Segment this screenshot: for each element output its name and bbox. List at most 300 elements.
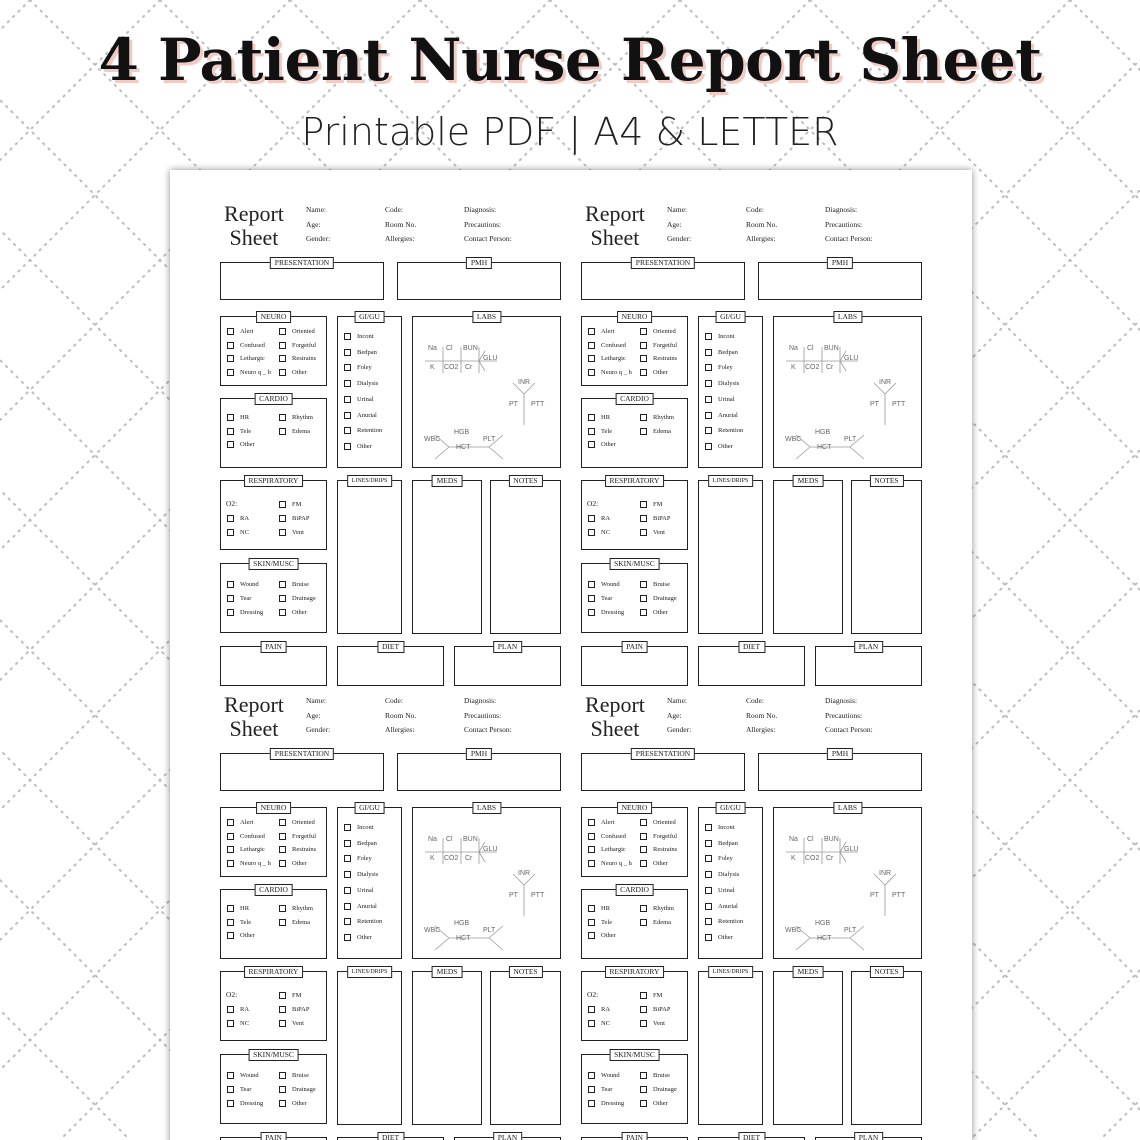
header-field: Precautions:	[825, 711, 862, 720]
skin-checkbox[interactable]	[279, 1100, 307, 1107]
gigu-checkbox[interactable]	[705, 824, 735, 831]
gigu-checkbox[interactable]	[705, 903, 738, 910]
checkbox-square[interactable]	[588, 1072, 595, 1079]
neuro-checkbox[interactable]	[588, 355, 626, 362]
checkbox-square[interactable]	[705, 412, 712, 419]
skin-checkbox[interactable]	[227, 595, 251, 602]
checkbox-square[interactable]	[640, 919, 647, 926]
respiratory-checkbox[interactable]	[588, 1006, 610, 1013]
checkbox-square[interactable]	[588, 1100, 595, 1107]
lines-drips-box	[337, 971, 402, 1125]
gigu-box-label: GI/GU	[715, 802, 746, 814]
checkbox-square[interactable]	[227, 1072, 234, 1079]
checkbox-square[interactable]	[279, 581, 286, 588]
gigu-checkbox[interactable]	[705, 364, 733, 371]
skin-checkbox[interactable]	[640, 609, 668, 616]
checkbox-square[interactable]	[705, 443, 712, 450]
checkbox-square[interactable]	[279, 819, 286, 826]
cardio-checkbox[interactable]	[640, 428, 671, 435]
checkbox-square[interactable]	[640, 515, 647, 522]
cardio-checkbox[interactable]	[279, 905, 313, 912]
skin-checkbox-text: Tear	[240, 1086, 251, 1093]
checkbox-square[interactable]	[588, 515, 595, 522]
checkbox-square[interactable]	[279, 919, 286, 926]
lab-value-label: Cl	[446, 345, 453, 352]
checkbox-square[interactable]	[227, 1006, 234, 1013]
checkbox-square[interactable]	[640, 1020, 647, 1027]
lab-value-label: K	[430, 364, 435, 371]
respiratory-checkbox[interactable]	[588, 515, 610, 522]
checkbox-square[interactable]	[279, 609, 286, 616]
neuro-checkbox[interactable]	[227, 342, 265, 349]
skin-checkbox[interactable]	[279, 1072, 309, 1079]
gigu-checkbox[interactable]	[705, 396, 735, 403]
checkbox-square[interactable]	[640, 342, 647, 349]
checkbox-square[interactable]	[705, 349, 712, 356]
skin-checkbox[interactable]	[640, 595, 677, 602]
o2-label: O2:	[587, 990, 598, 999]
neuro-checkbox-text: Lethargic	[601, 846, 626, 853]
checkbox-square[interactable]	[279, 833, 286, 840]
checkbox-square[interactable]	[640, 1072, 647, 1079]
cardio-checkbox[interactable]	[588, 414, 610, 421]
checkbox-square[interactable]	[279, 860, 286, 867]
gigu-checkbox[interactable]	[705, 443, 733, 450]
checkbox-square[interactable]	[227, 414, 234, 421]
skin-checkbox[interactable]	[279, 595, 316, 602]
respiratory-checkbox[interactable]	[640, 529, 665, 536]
checkbox-square[interactable]	[640, 1100, 647, 1107]
checkbox-square[interactable]	[344, 903, 351, 910]
page-title: 4 Patient Nurse Report Sheet	[0, 26, 1140, 94]
checkbox-square[interactable]	[640, 860, 647, 867]
neuro-checkbox[interactable]	[227, 369, 271, 376]
gigu-checkbox[interactable]	[705, 333, 735, 340]
gigu-checkbox[interactable]	[344, 824, 374, 831]
neuro-checkbox[interactable]	[640, 860, 668, 867]
checkbox-square[interactable]	[227, 328, 234, 335]
checkbox-square[interactable]	[640, 1086, 647, 1093]
checkbox-square[interactable]	[344, 934, 351, 941]
gigu-checkbox[interactable]	[705, 918, 743, 925]
checkbox-square[interactable]	[588, 441, 595, 448]
presentation-box-label: PRESENTATION	[270, 257, 334, 269]
checkbox-square[interactable]	[279, 992, 286, 999]
cardio-checkbox[interactable]	[640, 905, 674, 912]
pmh-box-label: PMH	[827, 257, 853, 269]
checkbox-square[interactable]	[588, 581, 595, 588]
checkbox-square[interactable]	[227, 905, 234, 912]
checkbox-square[interactable]	[640, 369, 647, 376]
checkbox-square[interactable]	[640, 819, 647, 826]
checkbox-square[interactable]	[344, 349, 351, 356]
skin-checkbox[interactable]	[640, 1072, 670, 1079]
gigu-checkbox[interactable]	[344, 349, 377, 356]
skin-checkbox[interactable]	[588, 609, 624, 616]
checkbox-square[interactable]	[227, 932, 234, 939]
checkbox-square[interactable]	[279, 355, 286, 362]
checkbox-square[interactable]	[227, 355, 234, 362]
neuro-checkbox[interactable]	[588, 328, 614, 335]
gigu-checkbox[interactable]	[344, 887, 374, 894]
checkbox-square[interactable]	[640, 428, 647, 435]
skin-checkbox[interactable]	[227, 1086, 251, 1093]
checkbox-square[interactable]	[640, 846, 647, 853]
checkbox-square[interactable]	[640, 595, 647, 602]
respiratory-checkbox[interactable]	[227, 1006, 249, 1013]
checkbox-square[interactable]	[279, 1100, 286, 1107]
neuro-checkbox-text: Confused	[240, 833, 265, 840]
checkbox-square[interactable]	[588, 342, 595, 349]
skin-checkbox[interactable]	[588, 1086, 612, 1093]
pattern-line	[970, 0, 1140, 1140]
pmh-box	[397, 753, 561, 791]
checkbox-square[interactable]	[705, 824, 712, 831]
skin-checkbox[interactable]	[227, 581, 259, 588]
skin-checkbox[interactable]	[588, 1072, 620, 1079]
labs-box	[412, 316, 561, 468]
checkbox-square[interactable]	[227, 342, 234, 349]
checkbox-square[interactable]	[640, 529, 647, 536]
cardio-checkbox[interactable]	[227, 932, 255, 939]
skin-checkbox-text: Bruise	[292, 1072, 309, 1079]
checkbox-square[interactable]	[227, 595, 234, 602]
respiratory-checkbox[interactable]	[640, 1006, 670, 1013]
gigu-checkbox[interactable]	[705, 380, 739, 387]
checkbox-square[interactable]	[588, 369, 595, 376]
checkbox-square[interactable]	[227, 846, 234, 853]
checkbox-square[interactable]	[640, 581, 647, 588]
neuro-checkbox[interactable]	[588, 342, 626, 349]
checkbox-square[interactable]	[705, 855, 712, 862]
neuro-checkbox-text: Lethargic	[240, 846, 265, 853]
checkbox-square[interactable]	[705, 333, 712, 340]
checkbox-square[interactable]	[588, 932, 595, 939]
skin-checkbox[interactable]	[640, 1086, 677, 1093]
neuro-checkbox[interactable]	[279, 328, 315, 335]
labs-box	[773, 807, 922, 959]
checkbox-square[interactable]	[588, 609, 595, 616]
checkbox-square[interactable]	[227, 369, 234, 376]
gigu-checkbox[interactable]	[344, 918, 382, 925]
checkbox-square[interactable]	[588, 595, 595, 602]
checkbox-square[interactable]	[705, 380, 712, 387]
cardio-checkbox[interactable]	[227, 428, 251, 435]
checkbox-square[interactable]	[640, 992, 647, 999]
gigu-checkbox[interactable]	[344, 871, 378, 878]
neuro-checkbox[interactable]	[588, 846, 626, 853]
neuro-checkbox[interactable]	[279, 860, 307, 867]
gigu-checkbox[interactable]	[705, 855, 733, 862]
gigu-checkbox[interactable]	[344, 364, 372, 371]
gigu-checkbox[interactable]	[344, 443, 372, 450]
neuro-checkbox[interactable]	[279, 355, 316, 362]
header-field: Name:	[667, 696, 687, 705]
lab-value-label: HCT	[456, 444, 470, 451]
cardio-checkbox[interactable]	[588, 919, 612, 926]
checkbox-square[interactable]	[279, 1086, 286, 1093]
checkbox-square[interactable]	[344, 443, 351, 450]
lab-value-label: GLU	[483, 355, 497, 362]
checkbox-square[interactable]	[705, 934, 712, 941]
cardio-checkbox-text: Other	[601, 441, 616, 448]
report-sheet-logo	[218, 693, 290, 741]
checkbox-square[interactable]	[588, 919, 595, 926]
respiratory-checkbox[interactable]	[640, 515, 670, 522]
gigu-checkbox[interactable]	[705, 840, 738, 847]
checkbox-square[interactable]	[640, 833, 647, 840]
neuro-checkbox-text: Other	[292, 860, 307, 867]
cardio-checkbox[interactable]	[227, 414, 249, 421]
gigu-checkbox[interactable]	[705, 349, 738, 356]
checkbox-square[interactable]	[344, 840, 351, 847]
respiratory-checkbox-text: FM	[653, 992, 662, 999]
checkbox-square[interactable]	[640, 355, 647, 362]
checkbox-square[interactable]	[279, 414, 286, 421]
checkbox-square[interactable]	[705, 903, 712, 910]
neuro-checkbox[interactable]	[279, 833, 316, 840]
gigu-checkbox[interactable]	[705, 427, 743, 434]
checkbox-square[interactable]	[227, 428, 234, 435]
checkbox-square[interactable]	[279, 369, 286, 376]
respiratory-checkbox[interactable]	[640, 992, 662, 999]
checkbox-square[interactable]	[344, 918, 351, 925]
cardio-checkbox[interactable]	[227, 905, 249, 912]
checkbox-square[interactable]	[279, 328, 286, 335]
skin-box	[581, 563, 688, 633]
checkbox-square[interactable]	[344, 871, 351, 878]
gigu-checkbox[interactable]	[344, 333, 374, 340]
checkbox-square[interactable]	[588, 846, 595, 853]
checkbox-square[interactable]	[344, 412, 351, 419]
skin-checkbox[interactable]	[640, 581, 670, 588]
skin-checkbox[interactable]	[588, 581, 620, 588]
neuro-checkbox[interactable]	[227, 355, 265, 362]
checkbox-square[interactable]	[588, 905, 595, 912]
respiratory-checkbox[interactable]	[640, 501, 662, 508]
neuro-checkbox[interactable]	[227, 860, 271, 867]
checkbox-square[interactable]	[705, 427, 712, 434]
gigu-checkbox[interactable]	[344, 396, 374, 403]
cardio-checkbox[interactable]	[588, 428, 612, 435]
checkbox-square[interactable]	[227, 1020, 234, 1027]
respiratory-checkbox[interactable]	[588, 529, 610, 536]
gigu-checkbox[interactable]	[344, 934, 372, 941]
checkbox-square[interactable]	[279, 846, 286, 853]
checkbox-square[interactable]	[227, 515, 234, 522]
neuro-checkbox[interactable]	[640, 369, 668, 376]
cardio-box-label: CARDIO	[615, 884, 654, 896]
cardio-checkbox[interactable]	[588, 441, 616, 448]
checkbox-square[interactable]	[227, 529, 234, 536]
gigu-checkbox[interactable]	[705, 871, 739, 878]
checkbox-square[interactable]	[640, 609, 647, 616]
checkbox-square[interactable]	[227, 1100, 234, 1107]
checkbox-square[interactable]	[705, 840, 712, 847]
cardio-checkbox[interactable]	[279, 919, 310, 926]
checkbox-square[interactable]	[344, 333, 351, 340]
checkbox-square[interactable]	[227, 860, 234, 867]
checkbox-square[interactable]	[588, 833, 595, 840]
skin-checkbox[interactable]	[640, 1100, 668, 1107]
checkbox-square[interactable]	[640, 414, 647, 421]
checkbox-square[interactable]	[344, 380, 351, 387]
checkbox-square[interactable]	[227, 833, 234, 840]
checkbox-square[interactable]	[227, 441, 234, 448]
checkbox-square[interactable]	[279, 905, 286, 912]
neuro-checkbox[interactable]	[640, 342, 677, 349]
checkbox-square[interactable]	[279, 515, 286, 522]
checkbox-square[interactable]	[279, 529, 286, 536]
respiratory-box	[581, 480, 688, 550]
respiratory-checkbox[interactable]	[588, 1020, 610, 1027]
neuro-checkbox[interactable]	[640, 846, 677, 853]
cardio-checkbox[interactable]	[279, 428, 310, 435]
plan-box	[454, 646, 561, 686]
checkbox-square[interactable]	[227, 919, 234, 926]
checkbox-square[interactable]	[344, 364, 351, 371]
cardio-checkbox[interactable]	[227, 919, 251, 926]
cardio-checkbox[interactable]	[279, 414, 313, 421]
checkbox-square[interactable]	[588, 1020, 595, 1027]
checkbox-square[interactable]	[344, 887, 351, 894]
checkbox-square[interactable]	[344, 396, 351, 403]
checkbox-square[interactable]	[279, 1072, 286, 1079]
labs-box-label: LABS	[472, 311, 501, 323]
skin-checkbox[interactable]	[279, 1086, 316, 1093]
checkbox-square[interactable]	[588, 860, 595, 867]
neuro-checkbox[interactable]	[588, 369, 632, 376]
checkbox-square[interactable]	[227, 1086, 234, 1093]
cardio-checkbox[interactable]	[588, 905, 610, 912]
checkbox-square[interactable]	[227, 609, 234, 616]
skin-checkbox[interactable]	[227, 1100, 263, 1107]
lab-value-label: Cr	[465, 364, 472, 371]
gigu-checkbox[interactable]	[344, 427, 382, 434]
respiratory-checkbox[interactable]	[227, 529, 249, 536]
header-field: Gender:	[306, 234, 330, 243]
gigu-checkbox[interactable]	[344, 855, 372, 862]
checkbox-square[interactable]	[588, 819, 595, 826]
neuro-checkbox[interactable]	[279, 369, 307, 376]
checkbox-square[interactable]	[588, 428, 595, 435]
neuro-checkbox[interactable]	[640, 819, 676, 826]
checkbox-square[interactable]	[640, 501, 647, 508]
checkbox-square[interactable]	[279, 1020, 286, 1027]
skin-checkbox[interactable]	[588, 595, 612, 602]
respiratory-checkbox[interactable]	[279, 501, 301, 508]
cardio-checkbox[interactable]	[640, 414, 674, 421]
checkbox-square[interactable]	[588, 328, 595, 335]
neuro-box-label: NEURO	[256, 311, 292, 323]
checkbox-square[interactable]	[344, 855, 351, 862]
neuro-checkbox[interactable]	[227, 846, 265, 853]
neuro-checkbox[interactable]	[227, 819, 253, 826]
respiratory-checkbox[interactable]	[279, 992, 301, 999]
skin-checkbox[interactable]	[227, 609, 263, 616]
checkbox-square[interactable]	[705, 364, 712, 371]
checkbox-square[interactable]	[279, 1006, 286, 1013]
neuro-checkbox[interactable]	[227, 833, 265, 840]
neuro-checkbox[interactable]	[588, 819, 614, 826]
skin-checkbox[interactable]	[588, 1100, 624, 1107]
cardio-checkbox-text: HR	[601, 414, 610, 421]
skin-checkbox[interactable]	[279, 609, 307, 616]
checkbox-square[interactable]	[588, 414, 595, 421]
neuro-checkbox[interactable]	[640, 328, 676, 335]
checkbox-square[interactable]	[279, 428, 286, 435]
checkbox-square[interactable]	[588, 1006, 595, 1013]
gigu-checkbox[interactable]	[705, 412, 738, 419]
neuro-checkbox[interactable]	[279, 342, 316, 349]
neuro-checkbox[interactable]	[588, 860, 632, 867]
neuro-checkbox[interactable]	[279, 819, 315, 826]
lines-drips-box	[337, 480, 402, 634]
lab-fishbone-diagram	[774, 808, 921, 958]
checkbox-square[interactable]	[640, 905, 647, 912]
checkbox-square[interactable]	[279, 342, 286, 349]
gigu-checkbox[interactable]	[705, 934, 733, 941]
respiratory-checkbox-text: NC	[601, 529, 610, 536]
gigu-checkbox[interactable]	[344, 412, 377, 419]
checkbox-square[interactable]	[705, 871, 712, 878]
checkbox-square[interactable]	[588, 1086, 595, 1093]
neuro-checkbox[interactable]	[588, 833, 626, 840]
header-field: Gender:	[667, 725, 691, 734]
respiratory-checkbox[interactable]	[640, 1020, 665, 1027]
checkbox-square[interactable]	[705, 918, 712, 925]
gigu-checkbox[interactable]	[705, 887, 735, 894]
respiratory-checkbox[interactable]	[279, 515, 309, 522]
brand-line-2: Sheet	[218, 226, 290, 250]
respiratory-checkbox[interactable]	[279, 529, 304, 536]
cardio-checkbox[interactable]	[588, 932, 616, 939]
checkbox-square[interactable]	[279, 595, 286, 602]
respiratory-checkbox[interactable]	[279, 1020, 304, 1027]
checkbox-square[interactable]	[588, 355, 595, 362]
checkbox-square[interactable]	[588, 529, 595, 536]
neuro-checkbox-text: Oriented	[653, 328, 676, 335]
lab-value-label: CO2	[805, 364, 819, 371]
neuro-checkbox[interactable]	[640, 355, 677, 362]
cardio-checkbox[interactable]	[227, 441, 255, 448]
skin-checkbox[interactable]	[227, 1072, 259, 1079]
skin-checkbox[interactable]	[279, 581, 309, 588]
checkbox-square[interactable]	[640, 328, 647, 335]
checkbox-square[interactable]	[279, 501, 286, 508]
checkbox-square[interactable]	[344, 427, 351, 434]
neuro-checkbox[interactable]	[279, 846, 316, 853]
neuro-checkbox[interactable]	[227, 328, 253, 335]
gigu-checkbox[interactable]	[344, 380, 378, 387]
checkbox-square[interactable]	[640, 1006, 647, 1013]
respiratory-checkbox[interactable]	[227, 515, 249, 522]
checkbox-square[interactable]	[227, 581, 234, 588]
respiratory-box	[581, 971, 688, 1041]
checkbox-square[interactable]	[705, 396, 712, 403]
checkbox-square[interactable]	[227, 819, 234, 826]
gigu-checkbox[interactable]	[344, 840, 377, 847]
respiratory-checkbox[interactable]	[227, 1020, 249, 1027]
gigu-checkbox[interactable]	[344, 903, 377, 910]
respiratory-checkbox[interactable]	[279, 1006, 309, 1013]
neuro-checkbox[interactable]	[640, 833, 677, 840]
checkbox-square[interactable]	[344, 824, 351, 831]
cardio-checkbox[interactable]	[640, 919, 671, 926]
lines-drips-box-label: LINES/DRIPS	[347, 966, 393, 978]
neuro-checkbox-text: Other	[653, 860, 668, 867]
checkbox-square[interactable]	[705, 887, 712, 894]
